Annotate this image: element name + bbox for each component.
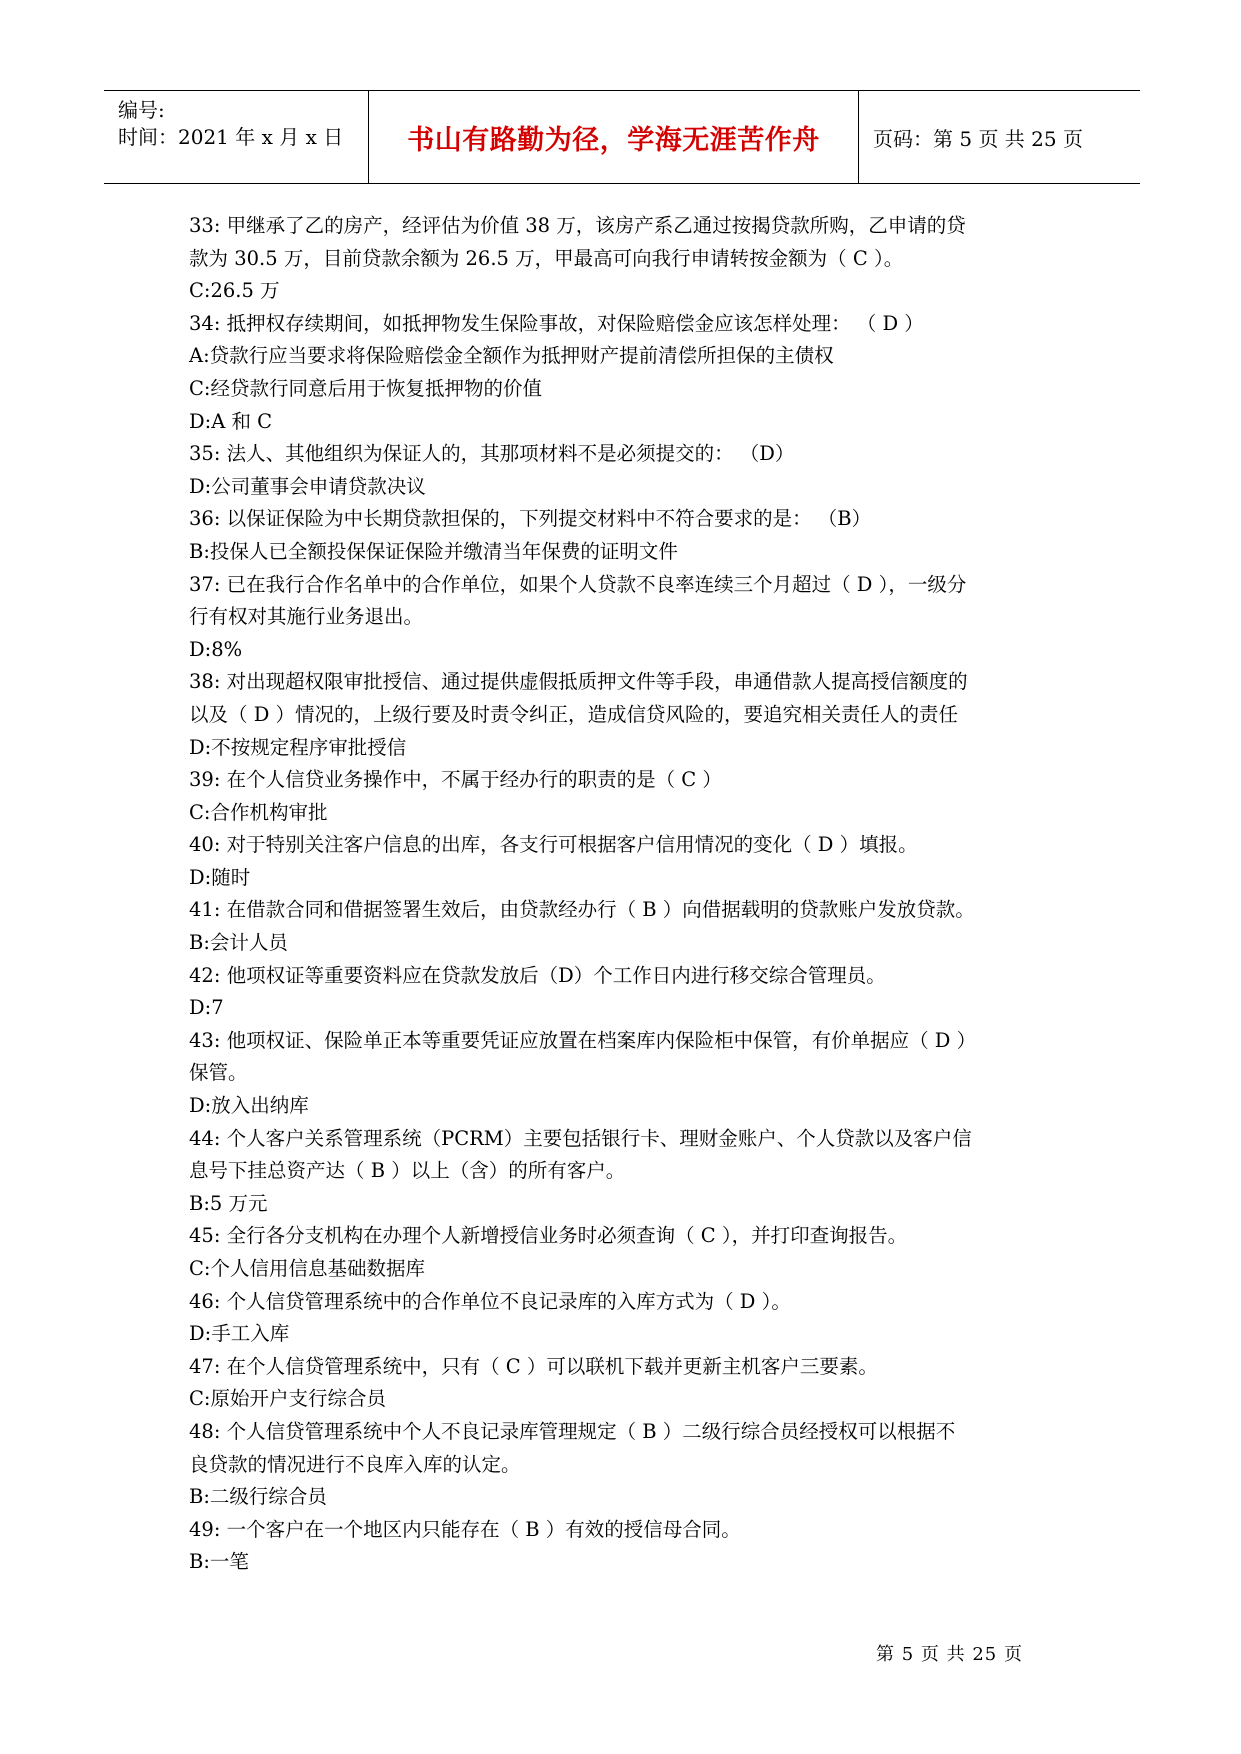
text-line: B:投保人已全额投保保证保险并缴清当年保费的证明文件 <box>189 539 678 563</box>
text-line: 37: 已在我行合作名单中的合作单位，如果个人贷款不良率连续三个月超过（ D ），一级分 <box>189 572 967 596</box>
text-line: C:原始开户支行综合员 <box>189 1387 386 1411</box>
text-line: C:个人信用信息基础数据库 <box>189 1257 425 1280</box>
document-date: 时间：2021 年 x 月 x 日 <box>118 125 344 149</box>
text-line: 保管。 <box>189 1061 248 1085</box>
text-line: B:5 万元 <box>189 1191 268 1215</box>
text-line: 38: 对出现超权限审批授信、通过提供虚假抵质押文件等手段，串通借款人提高授信额度的 <box>189 670 968 694</box>
text-line: C:经贷款行同意后用于恢复抵押物的价值 <box>189 376 542 400</box>
text-line: 40: 对于特别关注客户信息的出库，各支行可根据客户信用情况的变化（ D ）填报。 <box>189 833 918 857</box>
header-page-cell <box>859 91 1140 183</box>
text-line: 33: 甲继承了乙的房产，经评估为价值 38 万，该房产系乙通过按揭贷款所购，乙申请的贷 <box>189 214 966 237</box>
text-line: 款为 30.5 万，目前贷款余额为 26.5 万，甲最高可向我行申请转按金额为（ C ）。 <box>189 246 904 270</box>
text-line: 43: 他项权证、保险单正本等重要凭证应放置在档案库内保险柜中保管，有价单据应（ D ） <box>189 1028 977 1052</box>
text-line: A:贷款行应当要求将保险赔偿金全额作为抵押财产提前清偿所担保的主债权 <box>189 344 834 368</box>
text-line: B:二级行综合员 <box>189 1485 327 1509</box>
text-line: 39: 在个人信贷业务操作中，不属于经办行的职责的是（ C ） <box>189 768 722 792</box>
text-line: B:一笔 <box>189 1550 249 1574</box>
header-page-info: 页码：第 5 页 共 25 页 <box>873 126 1083 151</box>
text-line: 44: 个人客户关系管理系统（PCRM）主要包括银行卡、理财金账户、个人贷款以及客户信 <box>189 1126 972 1150</box>
document-number-label: 编号: <box>118 98 165 122</box>
text-line: 行有权对其施行业务退出。 <box>189 605 424 629</box>
text-line: 49: 一个客户在一个地区内只能存在（ B ）有效的授信母合同。 <box>189 1517 741 1541</box>
text-line: D:公司董事会申请贷款决议 <box>189 474 426 498</box>
text-line: 46: 个人信贷管理系统中的合作单位不良记录库的入库方式为（ D ）。 <box>189 1289 791 1313</box>
text-line: D:手工入库 <box>189 1322 290 1346</box>
text-line: D:A 和 C <box>189 409 273 433</box>
text-line: 42: 他项权证等重要资料应在贷款发放后（D）个工作日内进行移交综合管理员。 <box>189 963 886 987</box>
text-line: C:合作机构审批 <box>189 800 328 824</box>
text-line: B:会计人员 <box>189 931 288 955</box>
text-line: 48: 个人信贷管理系统中个人不良记录库管理规定（ B ）二级行综合员经授权可以根据不 <box>189 1419 956 1443</box>
text-line: D:7 <box>189 996 224 1020</box>
page-header <box>104 90 1140 184</box>
page-footer: 第 5 页 共 25 页 <box>876 1644 1023 1665</box>
header-motto-cell <box>369 91 859 183</box>
header-meta-cell <box>104 91 369 183</box>
text-line: 34: 抵押权存续期间，如抵押物发生保险事故，对保险赔偿金应该怎样处理： （ D ） <box>189 311 924 335</box>
text-line: 35: 法人、其他组织为保证人的，其那项材料不是必须提交的： （D） <box>189 442 795 466</box>
text-line: D:随时 <box>189 865 251 889</box>
text-line: 良贷款的情况进行不良库入库的认定。 <box>189 1452 521 1476</box>
text-line: 36: 以保证保险为中长期贷款担保的，下列提交材料中不符合要求的是： （B） <box>189 507 872 531</box>
text-line: 47: 在个人信贷管理系统中，只有（ C ）可以联机下载并更新主机客户三要素。 <box>189 1354 878 1378</box>
text-line: 息号下挂总资产达（ B ）以上（含）的所有客户。 <box>189 1159 626 1183</box>
text-line: 以及（ D ）情况的，上级行要及时责令纠正，造成信贷风险的，要追究相关责任人的责任 <box>189 702 959 726</box>
text-line: 41: 在借款合同和借据签署生效后，由贷款经办行（ B ）向借据载明的贷款账户发放贷款。 <box>189 898 975 922</box>
text-line: D:放入出纳库 <box>189 1094 309 1118</box>
question-list <box>189 210 1069 1579</box>
header-motto: 书山有路勤为径，学海无涯苦作舟 <box>407 124 820 156</box>
text-line: 45: 全行各分支机构在办理个人新增授信业务时必须查询（ C ），并打印查询报告。 <box>189 1224 908 1248</box>
text-line: D:不按规定程序审批授信 <box>189 735 407 759</box>
text-line: C:26.5 万 <box>189 279 280 303</box>
text-line: D:8% <box>189 637 243 661</box>
